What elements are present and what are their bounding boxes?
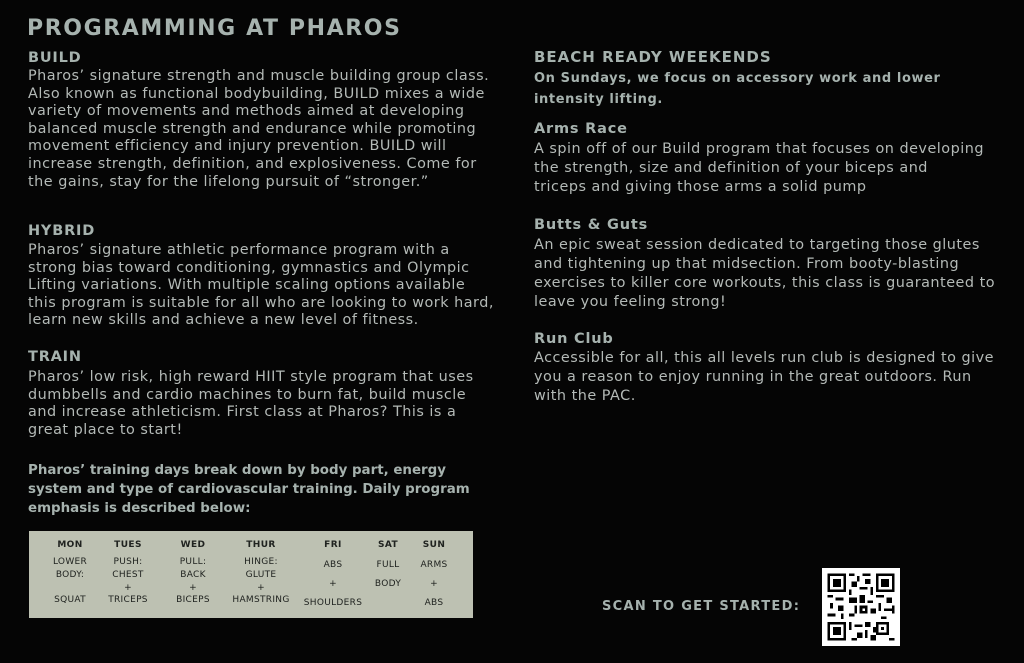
scan-cta-label: SCAN TO GET STARTED: [602,599,801,614]
schedule-day-mon [41,531,99,618]
schedule-day-name: MON [57,540,83,550]
weekends-subtitle: On Sundays, we focus on accessory work and lower intensity lifting. [534,71,941,107]
class-arms-race-title: Arms Race [534,121,628,137]
program-hybrid-title: HYBRID [28,223,96,239]
schedule-day-focus: PUSH: CHEST + TRICEPS [108,557,148,606]
schedule-day-name: FRI [324,540,342,550]
class-run-club-description: Accessible for all, this all levels run club is designed to give you a reason to enjoy running in the great outdoors. Run with the PAC. [534,350,995,404]
schedule-day-focus: FULL BODY [374,560,402,589]
schedule-day-name: SAT [377,540,399,550]
training-days-note: Pharos’ training days break down by body part, energy system and type of cardiovascular training. Daily program emphasis is described below: [28,463,470,516]
schedule-day-name: SUN [422,540,446,550]
schedule-day-tues [99,531,157,618]
weekends-title: BEACH READY WEEKENDS [534,48,772,66]
schedule-day-focus: PULL: BACK + BICEPS [176,557,210,606]
schedule-day-thur [225,531,297,618]
schedule-day-name: TUES [114,540,142,550]
schedule-day-focus: ARMS + ABS [420,560,448,608]
schedule-day-focus: LOWER BODY: SQUAT [52,557,88,606]
schedule-day-sat [367,531,409,618]
schedule-day-fri [299,531,367,618]
schedule-day-focus: HINGE: GLUTE + HAMSTRING [232,557,290,606]
program-train-description: Pharos’ low risk, high reward HIIT style program that uses dumbbells and cardio machines to burn fat, build muscle and increase athleticism. First class at Pharos? This is a great place to start! [28,369,474,438]
schedule-day-sun [409,531,459,618]
schedule-day-name: THUR [246,540,276,550]
program-hybrid-description: Pharos’ signature athletic performance program with a strong bias toward conditioning, gymnastics and Olympic Lifting variations. With multiple scaling options available this program is suitable for all who are looking to work hard, learn new skills and achieve a new level of fitness. [28,242,494,329]
program-build-title: BUILD [28,50,82,66]
class-butts-guts-title: Butts & Guts [534,217,648,233]
class-arms-race-description: A spin off of our Build program that focuses on developing the strength, size and definition of your biceps and triceps and giving those arms a solid pump [534,141,984,195]
schedule-day-wed [163,531,223,618]
program-train-title: TRAIN [28,349,82,365]
weekly-schedule-table [29,531,473,618]
qr-code-graphic [822,568,900,646]
qr-code-icon[interactable] [822,568,900,646]
schedule-day-focus: ABS + SHOULDERS [303,560,363,608]
schedule-day-name: WED [180,540,206,550]
program-build-description: Pharos’ signature strength and muscle building group class. Also known as functional bodybuilding, BUILD mixes a wide variety of movements and methods aimed at developing balanced muscle strength and endurance while promoting movement efficiency and injury prevention. BUILD will increase strength, definition, and explosiveness. Come for the gains, stay for the lifelong pursuit of “stronger.” [28,68,490,190]
class-butts-guts-description: An epic sweat session dedicated to targeting those glutes and tightening up that midsection. From booty-blasting exercises to killer core workouts, this class is guaranteed to leave you feeling strong! [534,237,996,310]
class-run-club-title: Run Club [534,331,614,347]
page-title: PROGRAMMING AT PHAROS [27,16,402,41]
